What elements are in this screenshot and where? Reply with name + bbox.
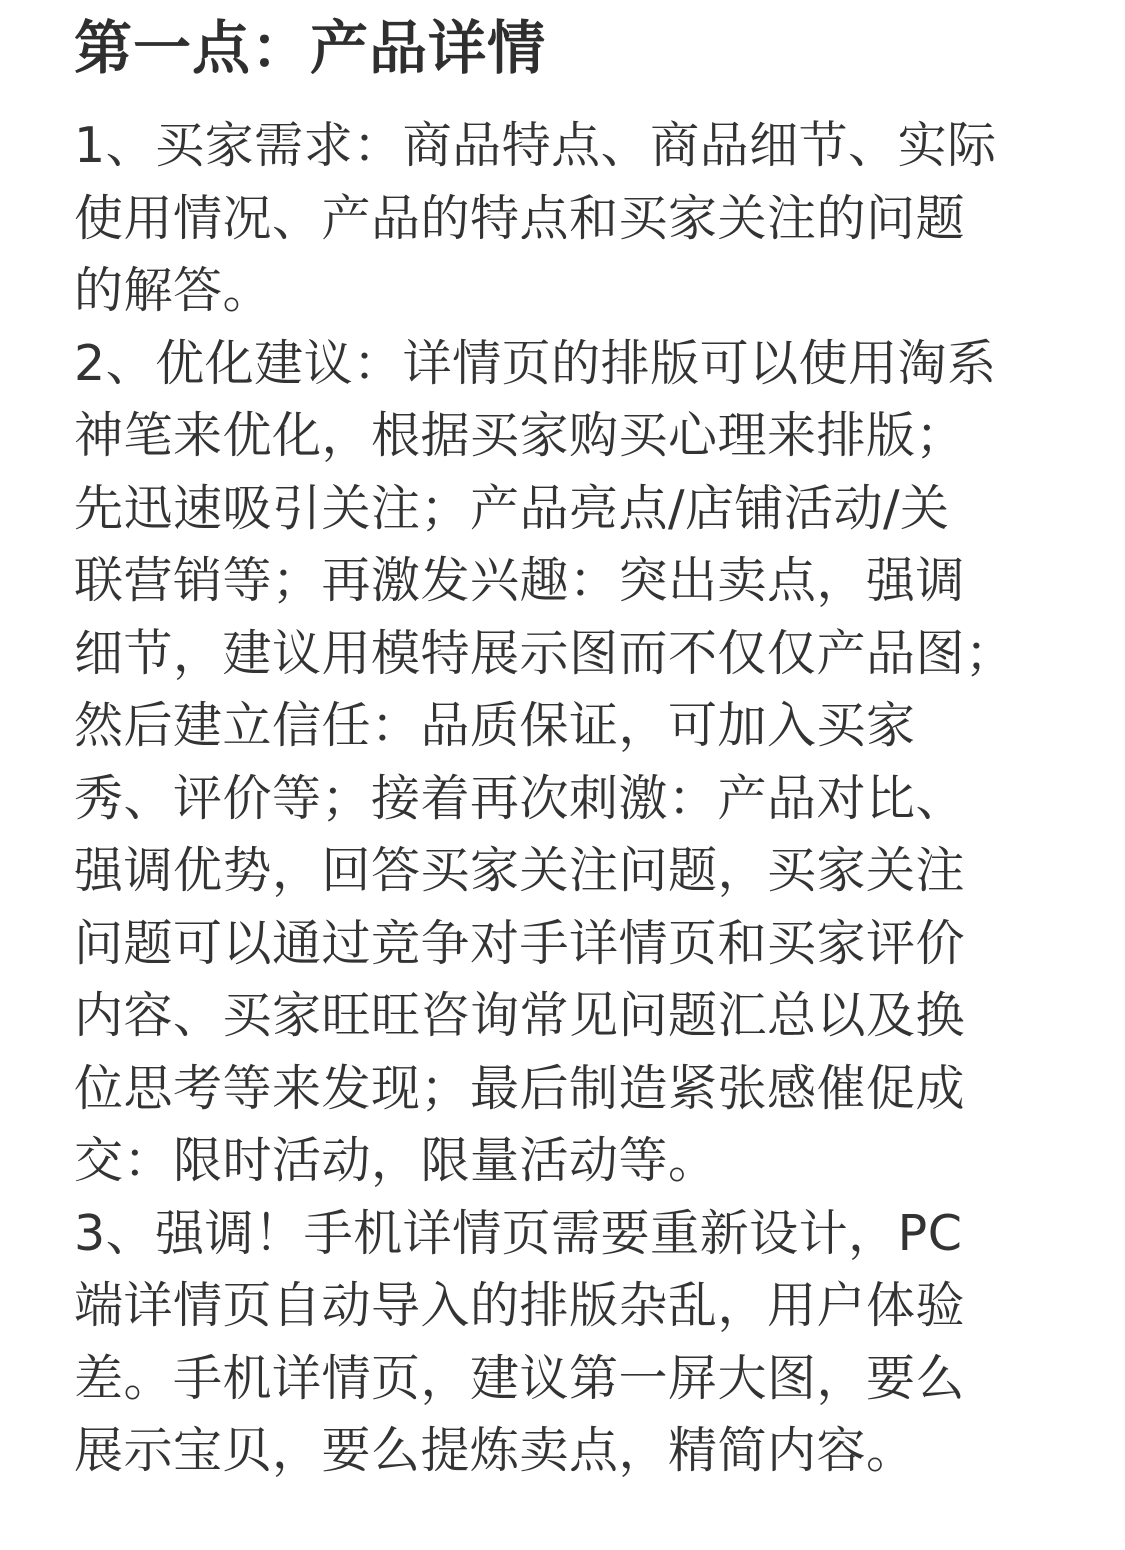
text-line: 内容、买家旺旺咨询常见问题汇总以及换 bbox=[74, 987, 966, 1044]
text-line: 联营销等；再激发兴趣：突出卖点，强调 bbox=[74, 552, 966, 609]
page-title: 第一点：产品详情 bbox=[74, 14, 547, 82]
text-line: 秀、评价等；接着再次刺激：产品对比、 bbox=[74, 769, 966, 827]
text-line: 交：限时活动，限量活动等。 bbox=[74, 1132, 718, 1189]
text-line: 端详情页自动导入的排版杂乱，用户体验 bbox=[74, 1277, 966, 1334]
text-line: 1、买家需求：商品特点、商品细节、实际 bbox=[74, 117, 997, 174]
text-line: 然后建立信任：品质保证，可加入买家 bbox=[74, 697, 916, 754]
text-line: 2、优化建议：详情页的排版可以使用淘系 bbox=[74, 334, 997, 392]
text-line: 问题可以通过竞争对手详情页和买家评价 bbox=[74, 914, 966, 972]
document-body bbox=[74, 8, 1049, 1488]
text-line: 位思考等来发现；最后制造紧张感催促成 bbox=[74, 1059, 966, 1117]
text-line: 使用情况、产品的特点和买家关注的问题 bbox=[74, 189, 966, 247]
text-line: 展示宝贝，要么提炼卖点，精简内容。 bbox=[74, 1422, 916, 1479]
paragraph-buyer-needs bbox=[74, 110, 1049, 328]
text-line: 3、强调！手机详情页需要重新设计，PC bbox=[74, 1204, 963, 1262]
text-line: 强调优势，回答买家关注问题，买家关注 bbox=[74, 842, 966, 899]
paragraph-optimization-suggestions bbox=[74, 328, 1049, 1198]
text-line: 细节，建议用模特展示图而不仅仅产品图； bbox=[74, 624, 1015, 682]
text-line: 差。手机详情页，建议第一屏大图，要么 bbox=[74, 1349, 966, 1407]
paragraph-mobile-emphasis bbox=[74, 1198, 1049, 1488]
text-line: 神笔来优化，根据买家购买心理来排版； bbox=[74, 407, 966, 464]
text-line: 的解答。 bbox=[74, 262, 273, 319]
text-line: 先迅速吸引关注；产品亮点/店铺活动/关 bbox=[74, 479, 950, 537]
